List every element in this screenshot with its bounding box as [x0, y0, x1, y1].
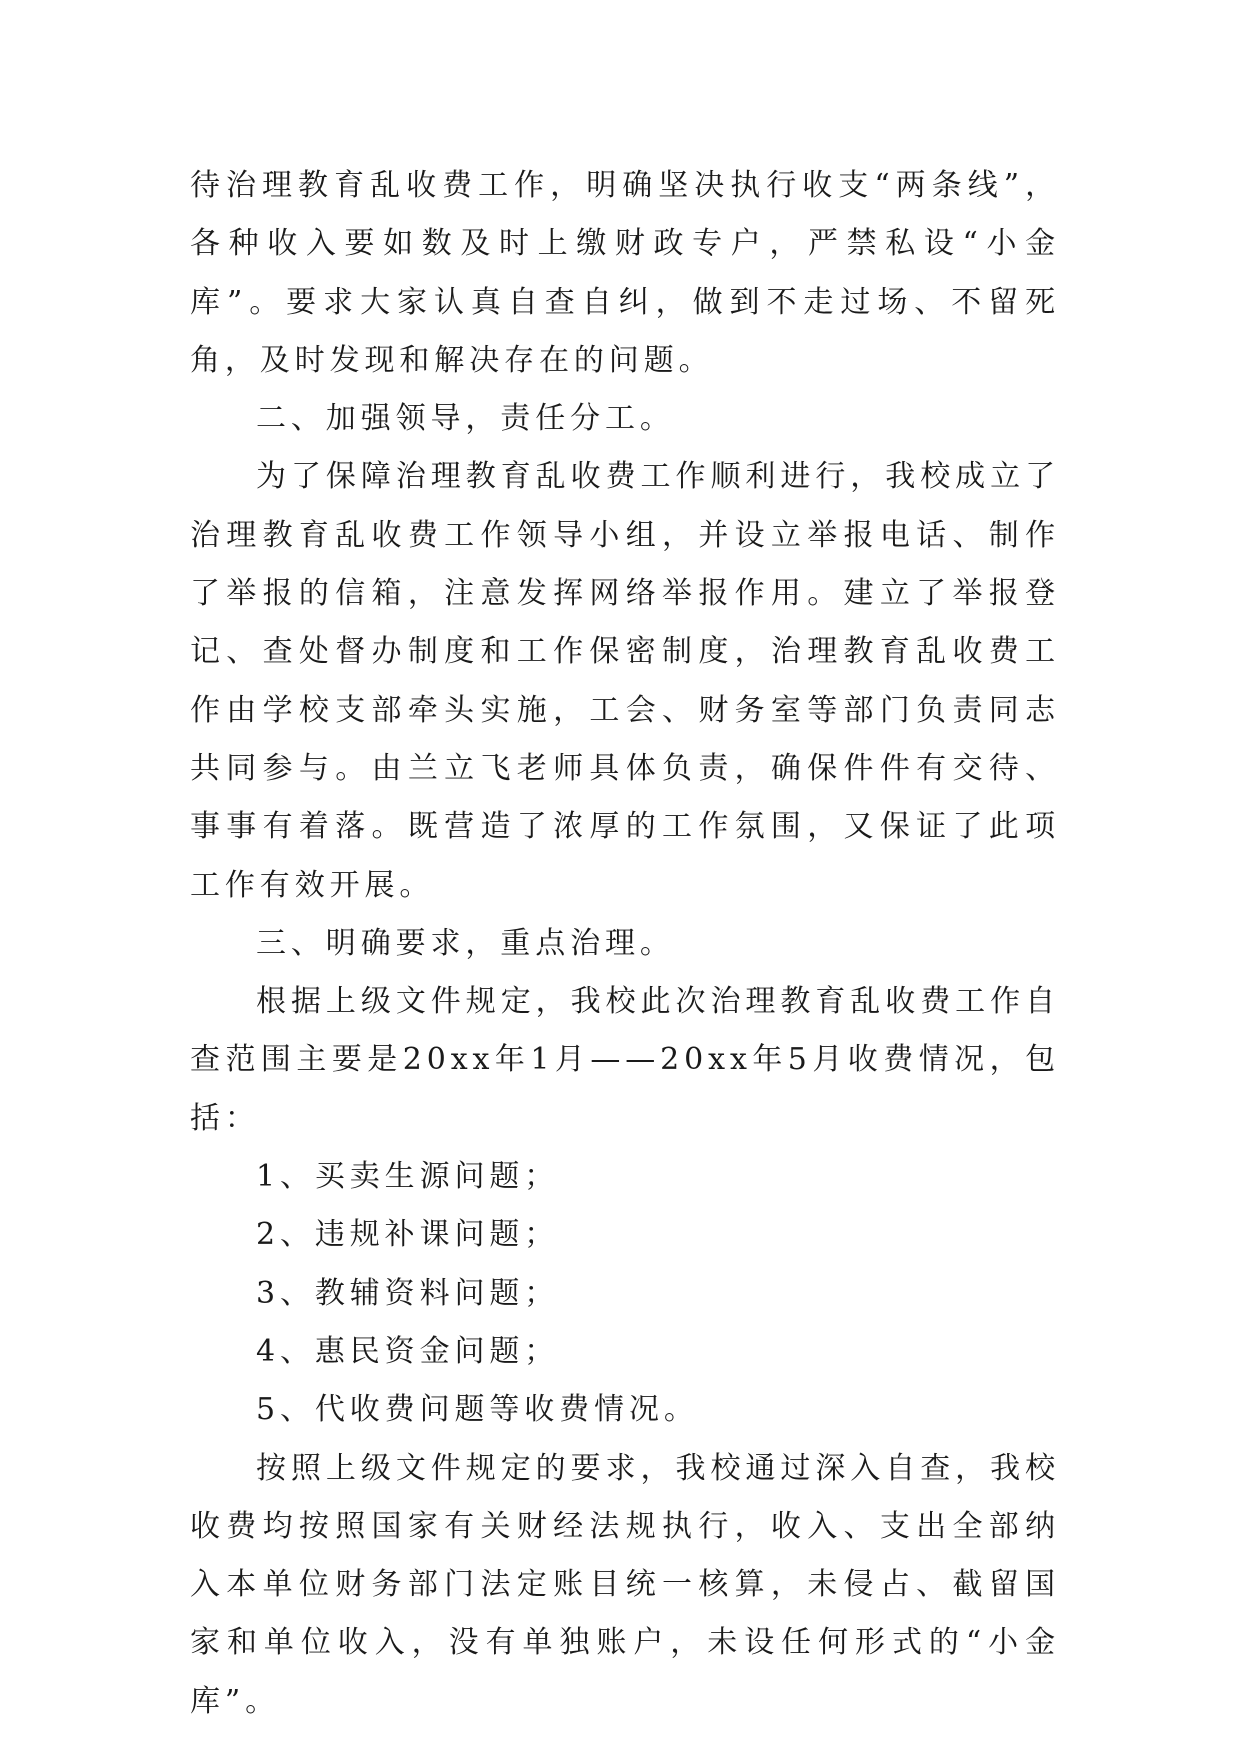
list-item-1: 1、买卖生源问题；: [256, 1159, 560, 1195]
list-item-5: 5、代收费问题等收费情况。: [256, 1392, 699, 1428]
paragraph-leadership: 为了保障治理教育乱收费工作顺利进行，我校成立了治理教育乱收费工作领导小组，并设立举报电话、制作了举报的信箱，注意发挥网络举报作用。建立了举报登记、查处督办制度和工作保密制度，治理教育乱收费工作由学校支部牵头实施，工会、财务室等部门负责同志共同参与。由兰立飞老师具体负责，确保件件有交待、事事有着落。既营造了浓厚的工作氛围，又保证了此项工作有效开展。: [190, 459, 1060, 903]
section-heading-2: 二、加强领导，责任分工。: [256, 401, 675, 437]
section-heading-3: 三、明确要求，重点治理。: [256, 925, 675, 961]
paragraph-intro-continuation: 待治理教育乱收费工作，明确坚决执行收支“两条线”，各种收入要如数及时上缴财政专户，严禁私设“小金库”。要求大家认真自查自纠，做到不走过场、不留死角，及时发现和解决存在的问题。: [190, 168, 1060, 378]
list-item-2: 2、违规补课问题；: [256, 1217, 560, 1253]
paragraph-scope: 根据上级文件规定，我校此次治理教育乱收费工作自查范围主要是20xx年1月——20xx年5月收费情况，包括：: [190, 984, 1060, 1136]
list-item-4: 4、惠民资金问题；: [256, 1333, 560, 1369]
list-item-3: 3、教辅资料问题；: [256, 1275, 560, 1311]
paragraph-conclusion: 按照上级文件规定的要求，我校通过深入自查，我校收费均按照国家有关财经法规执行，收入、支出全部纳入本单位财务部门法定账目统一核算，未侵占、截留国家和单位收入，没有单独账户，未设任何形式的“小金库”。: [190, 1450, 1060, 1719]
document-body: [190, 157, 1060, 1731]
